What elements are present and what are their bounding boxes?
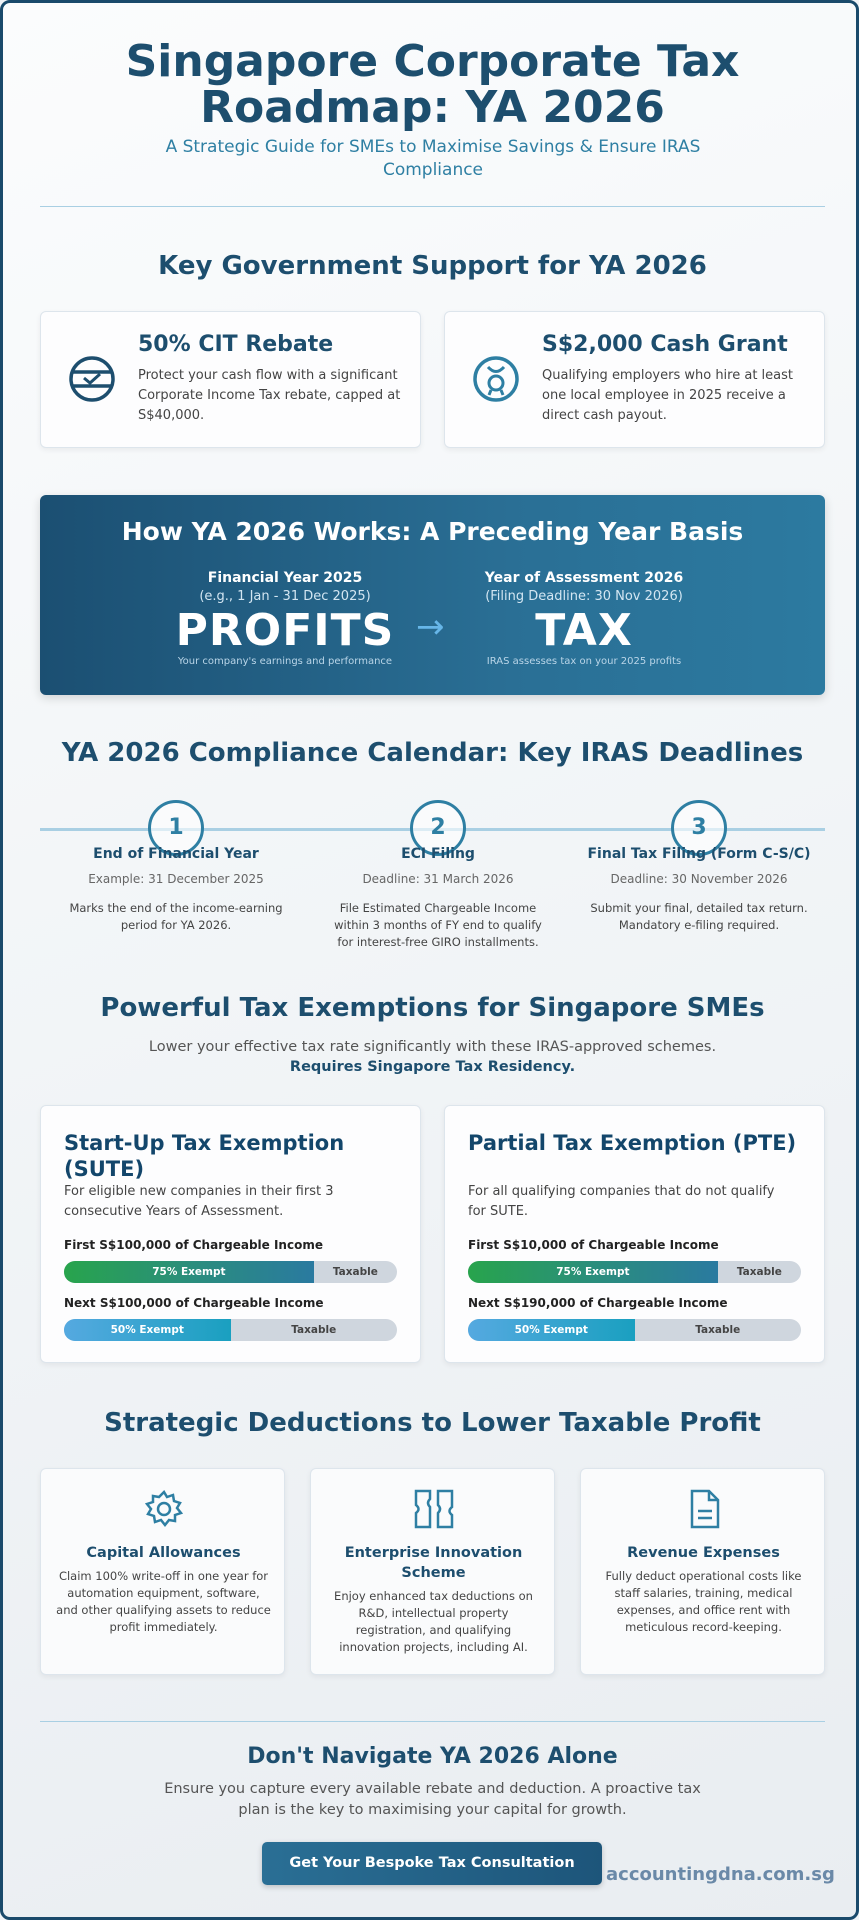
ya-footnote: IRAS assesses tax on your 2025 profits	[486, 656, 682, 667]
financial-year-column	[135, 570, 435, 667]
scheme-title: Start-Up Tax Exemption (SUTE)	[64, 1131, 345, 1181]
step-date: Deadline: 31 March 2026	[362, 872, 514, 886]
fy-subheading: (e.g., 1 Jan - 31 Dec 2025)	[199, 589, 371, 604]
deduction-title: Enterprise Innovation Scheme	[344, 1545, 523, 1581]
step-date: Example: 31 December 2025	[88, 872, 264, 886]
title-line-2: Roadmap: YA 2026	[200, 82, 665, 133]
profits-label: PROFITS	[175, 605, 395, 656]
step-title: Final Tax Filing (Form C-S/C)	[587, 846, 811, 862]
exemption-bar	[468, 1261, 801, 1283]
exemptions-intro-bold: Requires Singapore Tax Residency.	[289, 1059, 576, 1075]
title-line-1: Singapore Corporate Tax	[125, 36, 740, 87]
header-divider	[40, 206, 825, 207]
exempt-portion: 50% Exempt	[468, 1319, 635, 1341]
support-section-title: Key Government Support for YA 2026	[158, 251, 707, 281]
puzzle-pieces-icon	[412, 1487, 456, 1531]
taxable-portion: Taxable	[332, 1266, 378, 1278]
exemption-bar	[468, 1319, 801, 1341]
tier-label: Next S$190,000 of Chargeable Income	[468, 1296, 728, 1310]
cit-rebate-title: 50% CIT Rebate	[138, 332, 334, 357]
taxable-portion: Taxable	[291, 1324, 337, 1336]
deduction-title: Revenue Expenses	[627, 1545, 780, 1561]
right-arrow-icon: →	[416, 607, 445, 647]
timeline-step	[298, 800, 578, 949]
taxable-portion: Taxable	[736, 1266, 782, 1278]
deductions-section-title: Strategic Deductions to Lower Taxable Profit	[104, 1408, 761, 1438]
timeline-step	[559, 800, 839, 932]
gear-icon	[142, 1487, 186, 1531]
scheme-desc: For all qualifying companies that do not qualify for SUTE.	[468, 1184, 775, 1219]
step-title: ECI Filing	[401, 846, 475, 862]
cit-rebate-card	[40, 311, 421, 448]
cash-grant-title: S$2,000 Cash Grant	[542, 332, 788, 357]
cit-rebate-desc: Protect your cash flow with a significant Corporate Income Tax rebate, capped at S$40,000.	[138, 368, 401, 423]
scheme-title: Partial Tax Exemption (PTE)	[468, 1131, 797, 1155]
calendar-section-title: YA 2026 Compliance Calendar: Key IRAS Deadlines	[61, 738, 804, 768]
step-number-badge: 2	[410, 800, 466, 856]
enterprise-innovation-card	[310, 1468, 555, 1675]
tier-label: First S$10,000 of Chargeable Income	[468, 1238, 719, 1252]
cta-text: Ensure you capture every available rebate and deduction. A proactive tax plan is the key to maximising your capital for growth.	[164, 1781, 701, 1818]
year-of-assessment-column	[434, 570, 734, 667]
cash-grant-card	[444, 311, 825, 448]
exemptions-intro-text: Lower your effective tax rate significantly with these IRAS-approved schemes.	[148, 1039, 717, 1055]
pte-card	[444, 1105, 825, 1363]
fy-footnote: Your company's earnings and performance	[177, 656, 393, 667]
capital-allowances-card	[40, 1468, 285, 1675]
step-date: Deadline: 30 November 2026	[610, 872, 788, 886]
step-title: End of Financial Year	[93, 846, 259, 862]
fy-heading: Financial Year 2025	[207, 570, 363, 586]
step-number-badge: 3	[671, 800, 727, 856]
step-desc: Submit your final, detailed tax return. Mandatory e-filing required.	[590, 901, 808, 932]
deduction-desc: Enjoy enhanced tax deductions on R&D, intellectual property registration, and qualifying innovation projects, including AI.	[334, 1589, 533, 1654]
deduction-desc: Claim 100% write-off in one year for automation equipment, software, and other qualifying assets to reduce profit immediately.	[56, 1569, 271, 1634]
step-desc: Marks the end of the income-earning period for YA 2026.	[69, 901, 283, 932]
scheme-desc: For eligible new companies in their first 3 consecutive Years of Assessment.	[64, 1184, 334, 1219]
consultation-button[interactable]: Get Your Bespoke Tax Consultation	[262, 1842, 602, 1885]
ya-subheading: (Filing Deadline: 30 Nov 2026)	[485, 589, 683, 604]
exemption-bar	[64, 1319, 397, 1341]
tier-label: Next S$100,000 of Chargeable Income	[64, 1296, 324, 1310]
cash-grant-desc: Qualifying employers who hire at least one local employee in 2025 receive a direct cash payout.	[542, 368, 793, 423]
website-watermark: accountingdna.com.sg	[606, 1864, 835, 1885]
footer-divider	[40, 1721, 825, 1722]
page-title	[3, 36, 859, 133]
taxable-portion: Taxable	[695, 1324, 741, 1336]
cash-grant-icon	[471, 354, 521, 404]
tier-label: First S$100,000 of Chargeable Income	[64, 1238, 323, 1252]
ya-heading: Year of Assessment 2026	[484, 570, 684, 586]
preceding-year-banner	[40, 495, 825, 695]
document-icon	[682, 1487, 726, 1531]
deduction-title: Capital Allowances	[86, 1545, 241, 1561]
sute-card	[40, 1105, 421, 1363]
discount-badge-icon	[67, 354, 117, 404]
deduction-desc: Fully deduct operational costs like staff salaries, training, medical expenses, and office rent with meticulous record-keeping.	[605, 1569, 802, 1634]
cta-title: Don't Navigate YA 2026 Alone	[247, 1744, 618, 1769]
banner-title: How YA 2026 Works: A Preceding Year Basis	[121, 517, 744, 546]
exemption-bar	[64, 1261, 397, 1283]
step-desc: File Estimated Chargeable Income within 3 months of FY end to qualify for interest-free GIRO installments.	[334, 901, 542, 949]
timeline-step	[36, 800, 316, 932]
exemptions-intro	[103, 1037, 762, 1077]
revenue-expenses-card	[580, 1468, 825, 1675]
exempt-portion: 75% Exempt	[64, 1261, 314, 1283]
exempt-portion: 50% Exempt	[64, 1319, 231, 1341]
exempt-portion: 75% Exempt	[468, 1261, 718, 1283]
exemptions-section-title: Powerful Tax Exemptions for Singapore SMEs	[100, 993, 765, 1023]
step-number-badge: 1	[148, 800, 204, 856]
tax-label: TAX	[535, 605, 633, 656]
page-subtitle: A Strategic Guide for SMEs to Maximise Savings & Ensure IRAS Compliance	[165, 137, 701, 180]
